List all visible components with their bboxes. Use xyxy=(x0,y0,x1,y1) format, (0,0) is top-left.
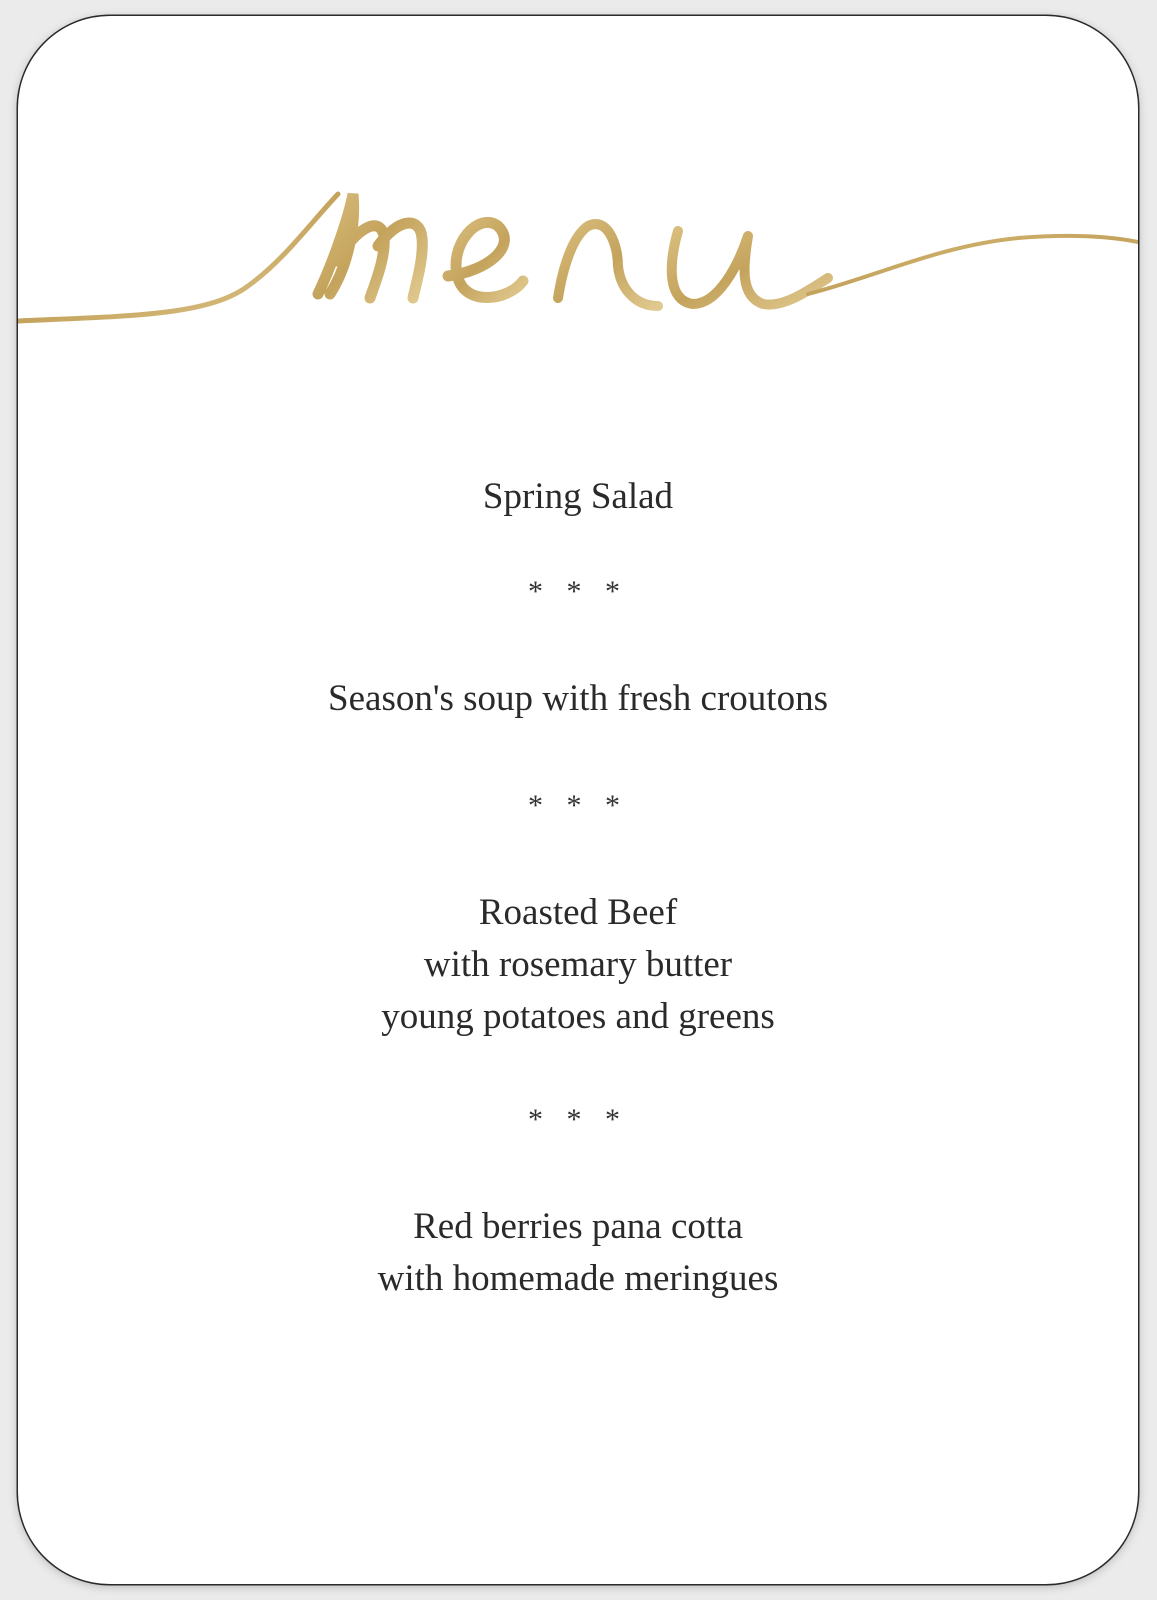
course-starter xyxy=(18,471,1138,523)
course-separator: * * * xyxy=(528,1103,628,1136)
course-line: with rosemary butter xyxy=(423,944,733,985)
course-line: Season's soup with fresh croutons xyxy=(328,678,828,719)
menu-card xyxy=(18,16,1138,1584)
course-line: Spring Salad xyxy=(482,476,674,517)
course-main xyxy=(18,887,1138,1043)
course-line: Red berries pana cotta xyxy=(413,1206,743,1247)
menu-title-text xyxy=(18,366,19,367)
course-separator: * * * xyxy=(528,575,628,608)
course-separator: * * * xyxy=(528,789,628,822)
course-dessert xyxy=(18,1201,1138,1305)
course-line: with homemade meringues xyxy=(377,1258,779,1299)
course-line: young potatoes and greens xyxy=(381,996,775,1037)
menu-title-calligraphy xyxy=(18,166,1138,366)
course-soup xyxy=(18,673,1138,725)
menu-courses xyxy=(18,471,1138,1305)
course-line: Roasted Beef xyxy=(478,892,678,933)
